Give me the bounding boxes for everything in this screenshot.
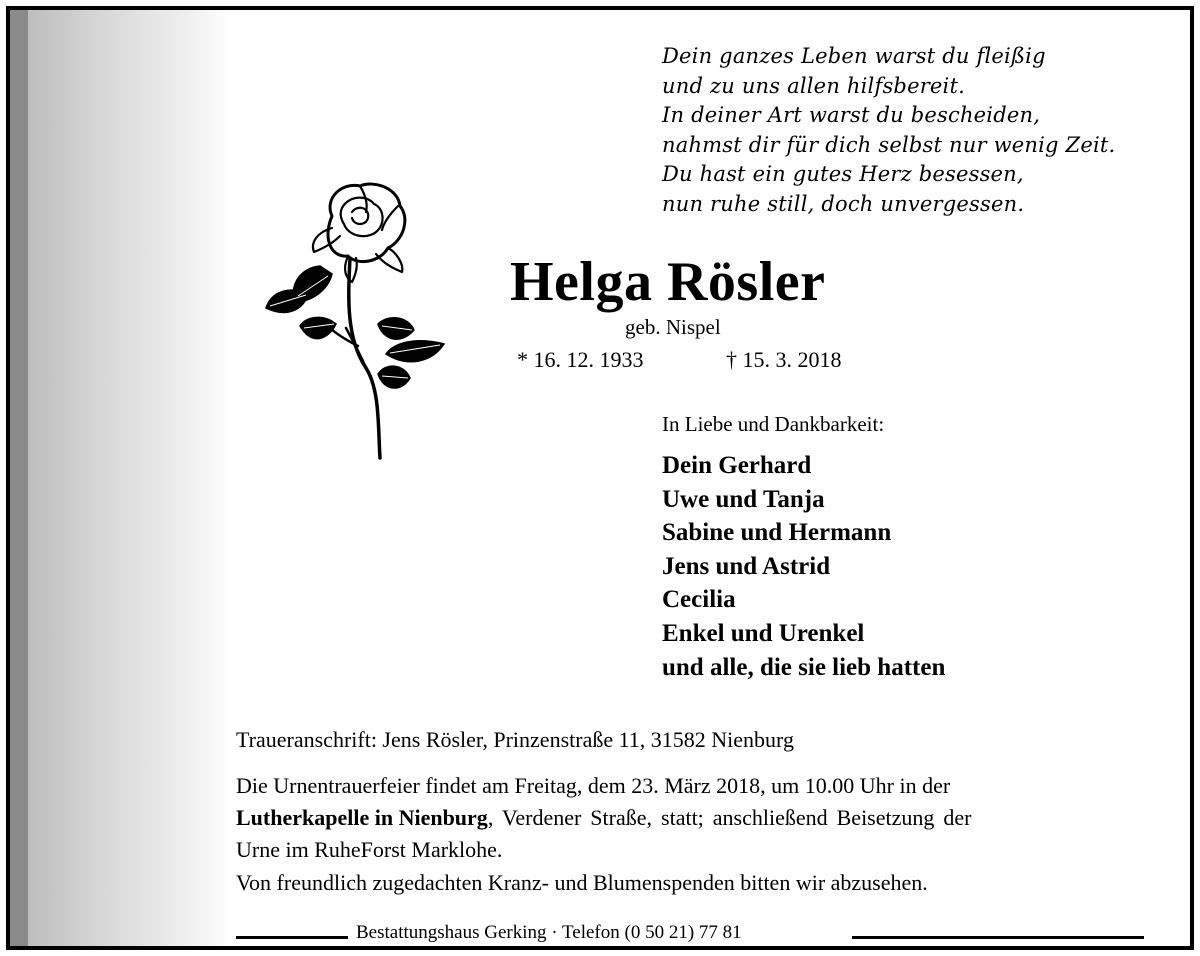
poem-line: und zu uns allen hilfsbereit. — [662, 73, 965, 98]
ceremony-text — [236, 770, 1144, 866]
mourning-address: Traueranschrift: Jens Rösler, Prinzenstraße 11, 31582 Nienburg — [236, 727, 794, 752]
poem — [662, 42, 1182, 219]
poem-line: nahmst dir für dich selbst nur wenig Zeit. — [662, 132, 1116, 157]
ceremony-location: Lutherkapelle in Nienburg — [236, 805, 488, 830]
family-member: Dein Gerhard — [662, 452, 812, 479]
flowers-note: Von freundlich zugedachten Kranz- und Blumenspenden bitten wir abzusehen. — [236, 870, 928, 895]
birth-date: * 16. 12. 1933 — [517, 347, 644, 372]
family-member: Uwe und Tanja — [662, 485, 825, 513]
family-member: Jens und Astrid — [662, 552, 831, 580]
ceremony-line — [236, 770, 1144, 802]
death-date: † 15. 3. 2018 — [726, 347, 842, 372]
deceased-name: Helga Rösler — [510, 251, 826, 313]
poem-line: Du hast ein gutes Herz besessen, — [662, 162, 1024, 186]
rose-icon — [262, 178, 452, 463]
family-member: Sabine und Hermann — [662, 519, 892, 547]
poem-line: In deiner Art warst du bescheiden, — [662, 103, 1041, 127]
funeral-home-footer: Bestattungshaus Gerking · Telefon (0 50 21) 77 81 — [352, 922, 746, 944]
ceremony-line-3: Urne im RuheForst Marklohe. — [236, 837, 503, 862]
family-member: Cecilia — [662, 586, 736, 614]
footer-rule-left — [236, 936, 348, 939]
maiden-name: geb. Nispel — [625, 315, 721, 339]
family-member: und alle, die sie lieb hatten — [662, 653, 946, 681]
poem-line: nun ruhe still, doch unvergessen. — [662, 191, 1025, 216]
ceremony-line-1: Die Urnentrauerfeier findet am Freitag, dem 23. März 2018, um 10.00 Uhr in der — [236, 773, 951, 798]
ceremony-line — [236, 802, 1144, 834]
family-list — [662, 449, 945, 684]
thanks-intro: In Liebe und Dankbarkeit: — [662, 412, 885, 436]
family-member: Enkel und Urenkel — [662, 619, 865, 647]
ceremony-line-2: , Verdener Straße, statt; anschließend Beisetzung der — [487, 805, 972, 830]
poem-line: Dein ganzes Leben warst du fleißig — [662, 44, 1046, 68]
footer-rule-right — [852, 936, 1144, 939]
ceremony-line — [236, 834, 1144, 866]
